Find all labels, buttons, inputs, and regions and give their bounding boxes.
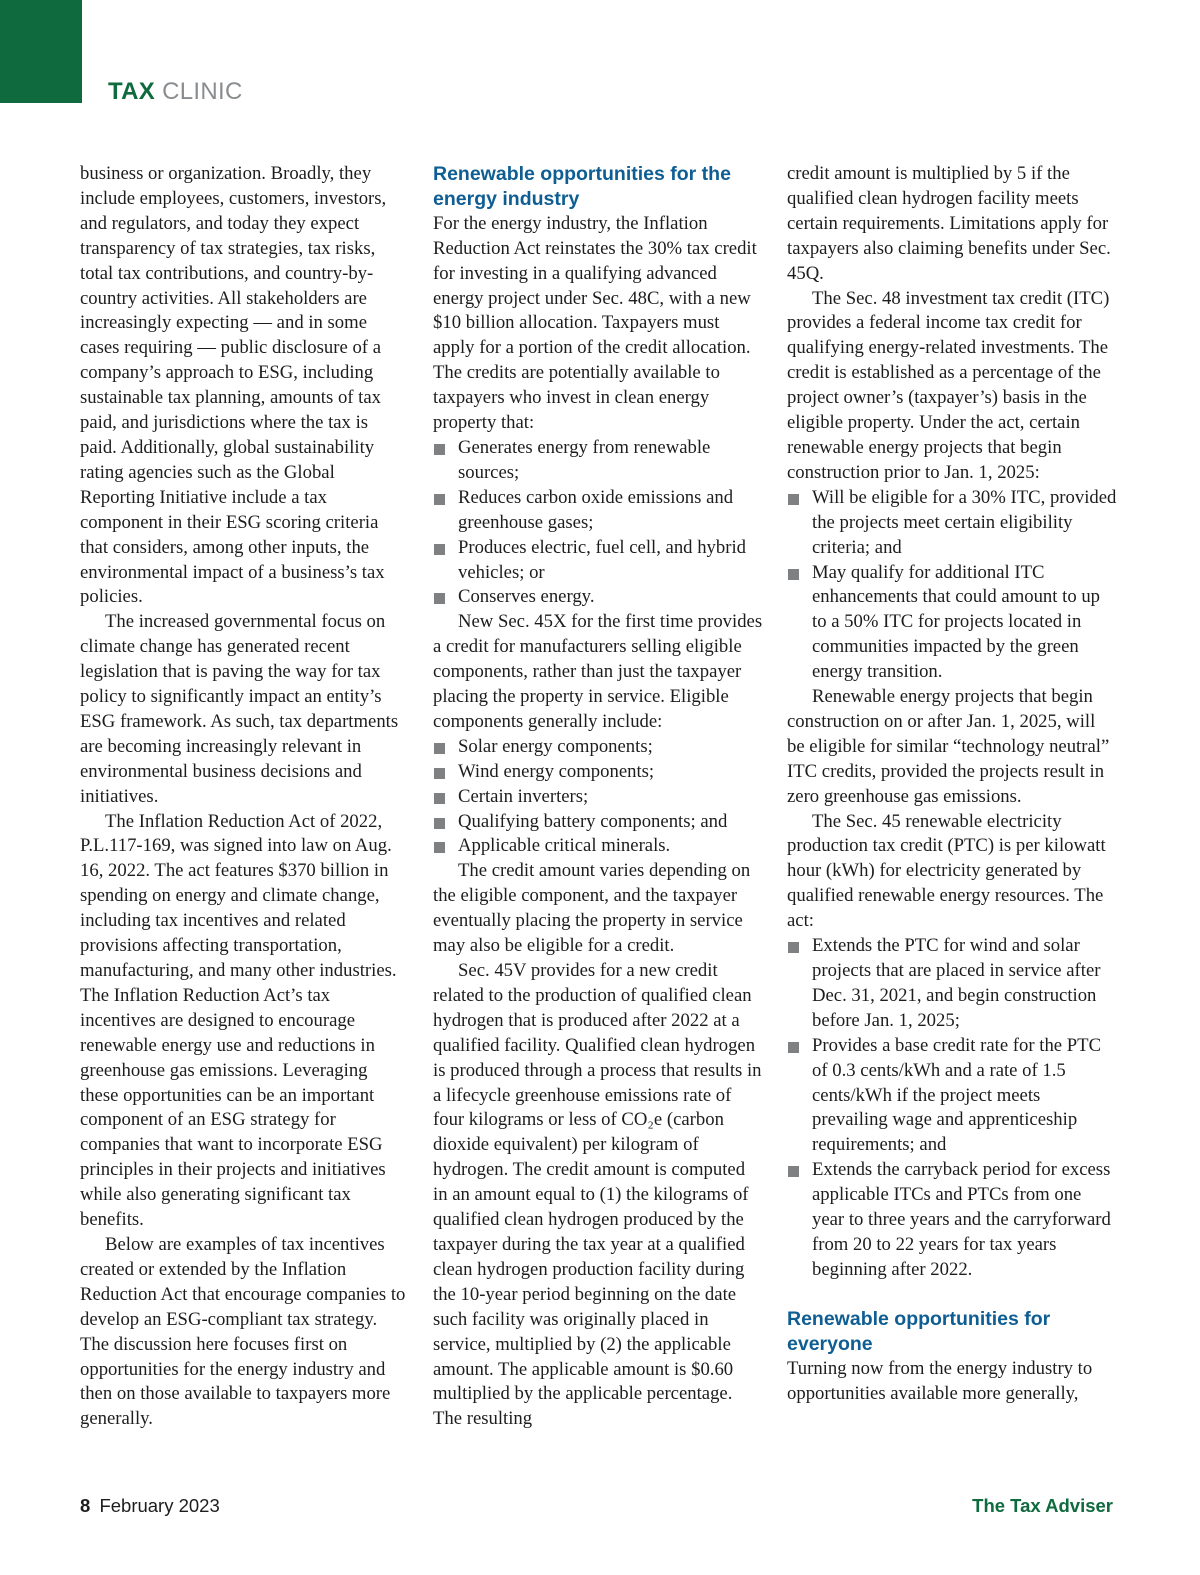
paragraph: The increased governmental focus on climate change has generated recent legislation that is paving the way for tax policy to significantly impact an entity’s ESG framework. As such, tax departments are becoming increasingly relevant in environmental business decisions and initiatives. <box>80 611 399 807</box>
paragraph: The Sec. 45 renewable electricity production tax credit (PTC) is per kilowatt hour (kWh) for electricity generated by qualified renewable energy resources. The act: <box>787 810 1106 932</box>
list-item: Extends the PTC for wind and solar projects that are placed in service after Dec. 31, 2021, and begin construction before Jan. 1, 2025; <box>787 934 1117 1034</box>
column-1 <box>80 162 408 1432</box>
list-item: Applicable critical minerals. <box>433 834 763 859</box>
paragraph: Renewable energy projects that begin construction on or after Jan. 1, 2025, will be eligible for similar “technology neutral” ITC credits, provided the projects result in zero greenhouse gas emissions. <box>787 686 1110 807</box>
column-3 <box>787 162 1117 1406</box>
list-item: Conserves energy. <box>433 585 763 610</box>
list-item: Wind energy components; <box>433 760 763 785</box>
paragraph: Below are examples of tax incentives created or extended by the Inflation Reduction Act that encourage companies to develop an ESG-compliant tax strategy. The discussion here focuses first on opportunities for the energy industry and then on those available to taxpayers more generally. <box>80 1233 406 1430</box>
section-heading: Renewable opportunities for everyone <box>787 1307 1051 1355</box>
section-label <box>108 78 243 106</box>
section-heading: Renewable opportunities for the energy industry <box>433 163 731 210</box>
list-item: Reduces carbon oxide emissions and greenhouse gases; <box>433 486 763 536</box>
list-item: Produces electric, fuel cell, and hybrid vehicles; or <box>433 536 763 586</box>
paragraph: For the energy industry, the Inflation Reduction Act reinstates the 30% tax credit for investing in a qualifying advanced energy project under Sec. 48C, with a new $10 billion allocation. Taxpayers must apply for a portion of the credit allocation. The credits are potentially available to taxpayers who invest in clean energy property that: <box>433 212 757 434</box>
paragraph: The Sec. 48 investment tax credit (ITC) provides a federal income tax credit for qualifying energy-related investments. The credit is established as a percentage of the project owner’s (taxpayer’s) basis in the eligible property. Under the act, certain renewable energy projects that begin construction prior to Jan. 1, 2025: <box>787 287 1110 483</box>
list-item: Generates energy from renewable sources; <box>433 436 763 486</box>
page-number: 8 <box>80 1495 91 1516</box>
paragraph: Sec. 45V provides for a new credit related to the production of qualified clean hydrogen that is produced after 2022 at a qualified facility. Qualified clean hydrogen is produced through a process that results in a lifecycle greenhouse emissions rate of four kilograms or less of CO₂e (carbon dioxide equivalent) per kilogram of hydrogen. The credit amount is computed in an amount equal to (1) the kilograms of qualified clean hydrogen produced by the taxpayer during the tax year at a qualified clean hydrogen production facility during the 10-year period beginning on the date such facility was originally placed in service, multiplied by (2) the applicable amount. The applicable amount is $0.60 multiplied by the applicable percentage. The resulting <box>433 960 762 1430</box>
section-color-tab <box>0 0 82 103</box>
list-item: Certain inverters; <box>433 785 763 810</box>
column-2 <box>433 162 763 1432</box>
paragraph: credit amount is multiplied by 5 if the qualified clean hydrogen facility meets certain requirements. Limitations apply for taxpayers also claiming benefits under Sec. 45Q. <box>787 163 1111 284</box>
bullet-list <box>433 735 763 860</box>
list-item: Solar energy components; <box>433 735 763 760</box>
paragraph: New Sec. 45X for the first time provides a credit for manufacturers selling eligible components, rather than just the taxpayer placing the property in service. Eligible components generally include: <box>433 611 763 732</box>
section-label-light: CLINIC <box>162 78 243 105</box>
footer-page-info <box>80 1495 220 1517</box>
list-item: May qualify for additional ITC enhancements that could amount to up to a 50% ITC for projects located in communities impacted by the green energy transition. <box>787 561 1117 686</box>
issue-date: February 2023 <box>99 1495 220 1516</box>
bullet-list <box>787 934 1117 1283</box>
list-item: Provides a base credit rate for the PTC of 0.3 cents/kWh and a rate of 1.5 cents/kWh if the project meets prevailing wage and apprenticeship requirements; and <box>787 1034 1117 1159</box>
list-item: Extends the carryback period for excess applicable ITCs and PTCs from one year to three years and the carryforward from 20 to 22 years for tax years beginning after 2022. <box>787 1158 1117 1283</box>
paragraph: The credit amount varies depending on the eligible component, and the taxpayer eventually placing the property in service may also be eligible for a credit. <box>433 860 751 957</box>
bullet-list <box>433 436 763 610</box>
paragraph: The Inflation Reduction Act of 2022, P.L.117-169, was signed into law on Aug. 16, 2022. The act features $370 billion in spending on energy and climate change, including tax incentives and related provisions affecting transportation, manufacturing, and many other industries. The Inflation Reduction Act’s tax incentives are designed to encourage renewable energy use and reductions in greenhouse gas emissions. Leveraging these opportunities can be an important component of an ESG strategy for companies that want to incorporate ESG principles in their projects and initiatives while also generating significant tax benefits. <box>80 810 397 1231</box>
list-item: Qualifying battery components; and <box>433 810 763 835</box>
list-item: Will be eligible for a 30% ITC, provided the projects meet certain eligibility criteria; and <box>787 486 1117 561</box>
paragraph: Turning now from the energy industry to opportunities available more generally, <box>787 1357 1093 1404</box>
publication-name: The Tax Adviser <box>972 1495 1113 1516</box>
bullet-list <box>787 486 1117 685</box>
section-label-bold: TAX <box>108 78 156 105</box>
paragraph: business or organization. Broadly, they include employees, customers, investors, and regulators, and today they expect transparency of tax strategies, tax risks, total tax contributions, and country-by-country activities. All stakeholders are increasingly expecting — and in some cases requiring — public disclosure of a company’s approach to ESG, including sustainable tax planning, amounts of tax paid, and jurisdictions where the tax is paid. Additionally, global sustainability rating agencies such as the Global Reporting Initiative include a tax component in their ESG scoring criteria that considers, among other inputs, the environmental impact of a business’s tax policies. <box>80 163 387 608</box>
